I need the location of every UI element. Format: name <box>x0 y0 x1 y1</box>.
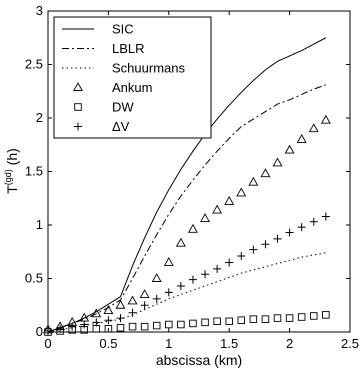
y-tick-label: 2 <box>35 110 43 125</box>
y-tick-label: 3 <box>35 3 43 18</box>
legend-label-dw: DW <box>112 99 134 115</box>
y-axis-label-unit: (h) <box>4 148 20 170</box>
y-tick-label: 0 <box>35 324 43 339</box>
y-axis-label-sup: (gd) <box>3 169 13 186</box>
legend-label-ankum: Ankum <box>112 80 153 95</box>
legend-label-sic: SIC <box>112 21 134 37</box>
y-tick-label: 1.5 <box>24 163 43 179</box>
legend <box>54 17 211 138</box>
legend-label-v: ΔV <box>112 119 130 134</box>
y-axis-label-main: T <box>4 185 20 194</box>
y-tick-label: 2.5 <box>24 56 43 72</box>
y-tick-label: 0.5 <box>24 270 43 286</box>
y-axis-label <box>3 148 20 194</box>
x-tick-label: 0 <box>44 336 52 351</box>
legend-label-lblr: LBLR <box>112 41 145 56</box>
x-tick-label: 2.5 <box>340 336 360 351</box>
x-tick-label: 2 <box>285 336 294 351</box>
x-axis-label: abscissa (km) <box>155 352 243 368</box>
legend-label-schuurmans: Schuurmans <box>112 60 185 76</box>
x-tick-label: 0.5 <box>99 336 118 351</box>
y-tick-label: 1 <box>35 217 43 232</box>
x-tick-label: 1.5 <box>220 336 239 351</box>
x-tick-label: 1 <box>165 336 173 351</box>
